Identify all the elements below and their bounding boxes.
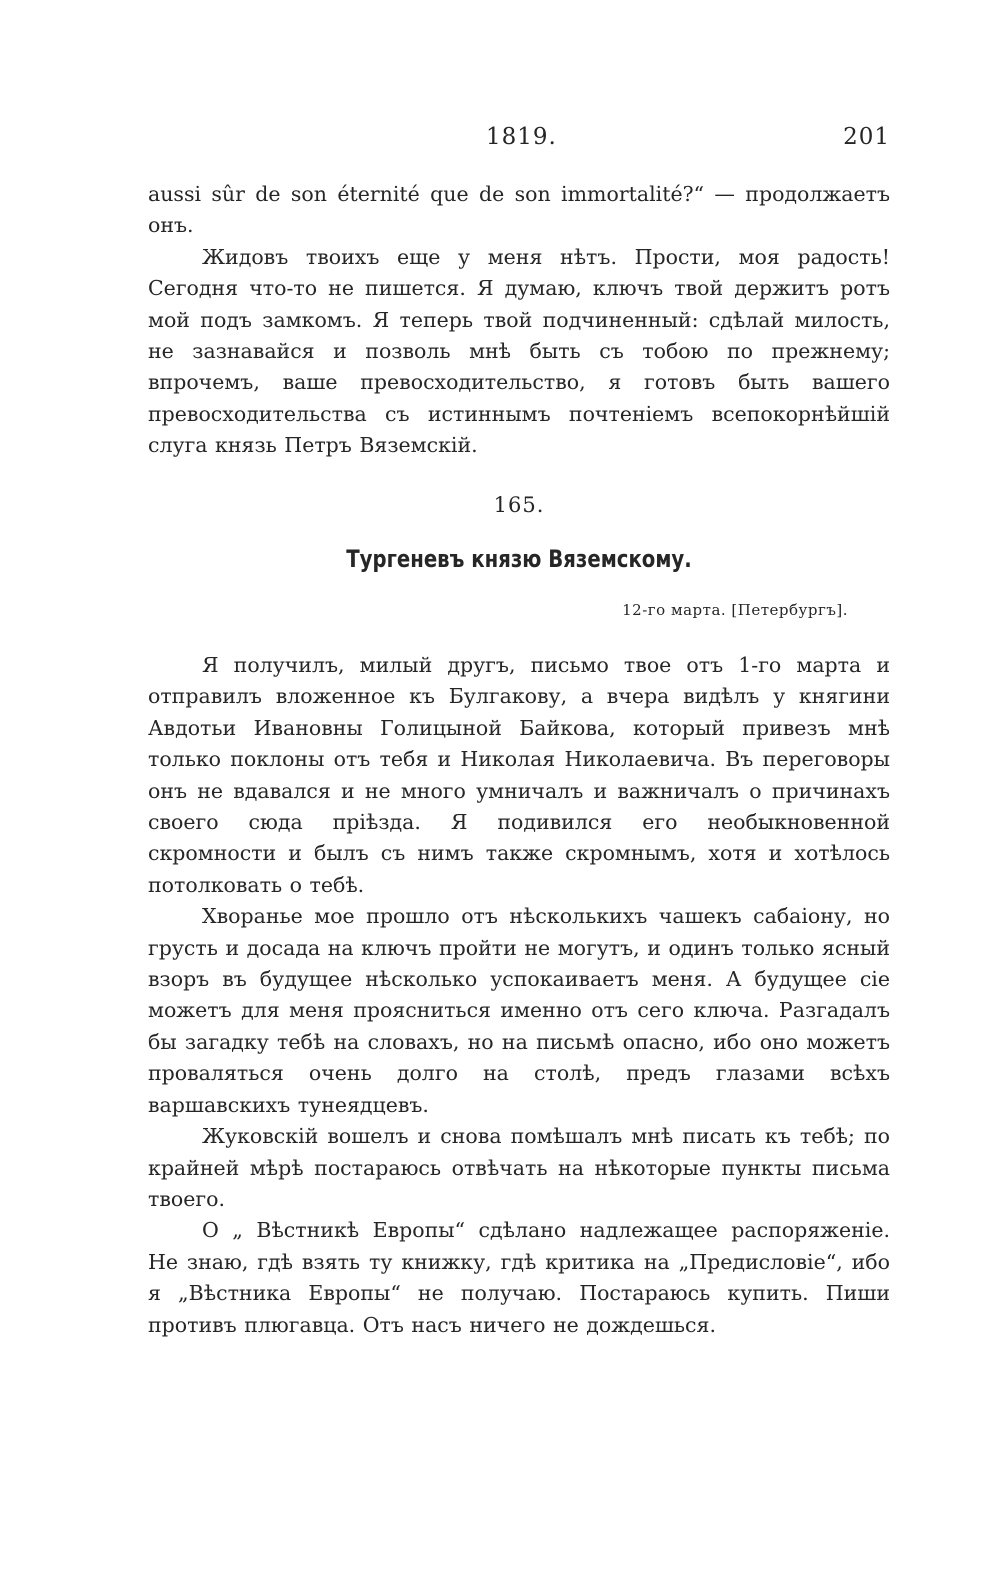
- page-number: 201: [843, 124, 890, 150]
- paragraph: Жидовъ твоихъ еще у меня нѣтъ. Прости, моя радость! Сегодня что-то не пишется. Я думаю, ключъ твой держитъ ротъ мой подъ замкомъ. Я теперь твой подчиненный: сдѣлай милость, не зазнавайся и позволь мнѣ быть съ тобою по прежнему; впрочемъ, ваше превосходительство, я готовъ быть вашего превосходительства съ истиннымъ почтеніемъ всепокорнѣйшій слуга князь Петръ Вяземскій.: [148, 244, 890, 458]
- running-header: [148, 124, 890, 156]
- previous-letter-ending: [148, 179, 890, 462]
- letter-date: 12-го марта. [Петербургъ].: [622, 601, 848, 619]
- paragraph: Хворанье мое прошло отъ нѣсколькихъ чашекъ сабаіону, но грусть и досада на ключъ пройти не могутъ, и одинъ только ясный взоръ въ будущее нѣсколько успокаиваетъ меня. А будущее сіе можетъ для меня проясниться именно отъ сего ключа. Разгадалъ бы загадку тебѣ на словахъ, но на письмѣ опасно, ибо оно можетъ проваляться очень долго на столѣ, предъ глазами всѣхъ варшавскихъ тунеядцевъ.: [148, 904, 890, 1117]
- paragraph: Я получилъ, милый другъ, письмо твое отъ 1-го марта и отправилъ вложенное къ Булгакову, а вчера видѣлъ у княгини Авдотьи Ивановны Голицыной Байкова, который привезъ мнѣ только поклоны отъ тебя и Николая Николаевича. Въ переговоры онъ не вдавался и не много умничалъ и важничалъ о причинахъ своего сюда пріѣзда. Я подивился его необыкновенной скромности и былъ съ нимъ также скромнымъ, хотя и хотѣлось потолковать о тебѣ.: [148, 653, 890, 897]
- letter-title: Тургеневъ князю Вяземскому.: [346, 545, 692, 573]
- paragraph: О „ Вѣстникѣ Европы“ сдѣлано надлежащее распоряженіе. Не знаю, гдѣ взять ту книжку, гдѣ критика на „Предисловіе“, ибо я „Вѣстника Европы“ не получаю. Постараюсь купить. Пиши противъ плюгавца. Отъ насъ ничего не дождешься.: [148, 1218, 890, 1337]
- paragraph: aussi sûr de son éternité que de son immortalité?“ — продолжаетъ онъ.: [148, 182, 890, 238]
- header-year: 1819.: [486, 124, 557, 150]
- paragraph: Жуковскій вошелъ и снова помѣшалъ мнѣ писать къ тебѣ; по крайней мѣрѣ постараюсь отвѣчать на нѣкоторые пункты письма твоего.: [148, 1124, 890, 1211]
- letter-body: [148, 650, 890, 1341]
- letter-number: 165.: [493, 493, 545, 517]
